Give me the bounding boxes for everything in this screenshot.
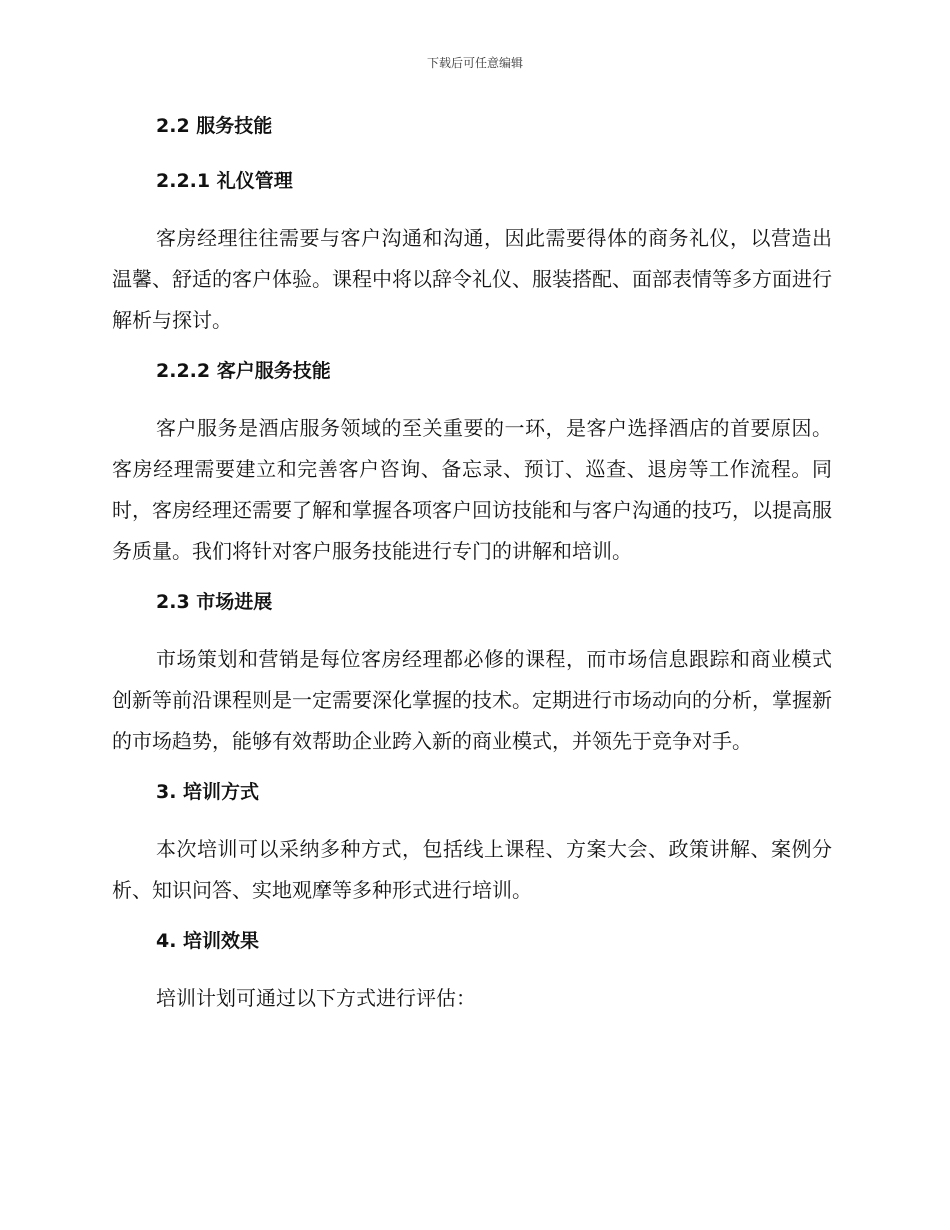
document-body — [112, 108, 832, 1031]
paragraph-etiquette: 客房经理往往需要与客户沟通和沟通，因此需要得体的商务礼仪，以营造出温馨、舒适的客户体验。课程中将以辞令礼仪、服装搭配、面部表情等多方面进行解析与探讨。 — [112, 226, 832, 332]
section-heading-4: 4. 培训效果 — [156, 930, 260, 952]
paragraph-training-evaluation: 培训计划可通过以下方式进行评估： — [156, 986, 476, 1010]
page-header: 下载后可任意编辑 — [426, 56, 523, 70]
paragraph-market: 市场策划和营销是每位客房经理都必修的课程，而市场信息跟踪和商业模式创新等前沿课程则是一定需要深化掌握的技术。定期进行市场动向的分析，掌握新的市场趋势，能够有效帮助企业跨入新的商业模式，并领先于竞争对手。 — [112, 647, 832, 753]
section-heading-2-2-1: 2.2.1 礼仪管理 — [156, 170, 293, 192]
section-heading-2-2: 2.2 服务技能 — [156, 115, 273, 137]
paragraph-training-methods: 本次培训可以采纳多种方式，包括线上课程、方案大会、政策讲解、案例分析、知识问答、实地观摩等多种形式进行培训。 — [112, 837, 832, 902]
paragraph-customer-service: 客户服务是酒店服务领域的至关重要的一环，是客户选择酒店的首要原因。客房经理需要建立和完善客户咨询、备忘录、预订、巡查、退房等工作流程。同时，客房经理还需要了解和掌握各项客户回访技能和与客户沟通的技巧，以提高服务质量。我们将针对客户服务技能进行专门的讲解和培训。 — [112, 416, 832, 563]
section-heading-2-3: 2.3 市场进展 — [156, 591, 273, 613]
section-heading-3: 3. 培训方式 — [156, 781, 260, 803]
section-heading-2-2-2: 2.2.2 客户服务技能 — [156, 360, 331, 382]
